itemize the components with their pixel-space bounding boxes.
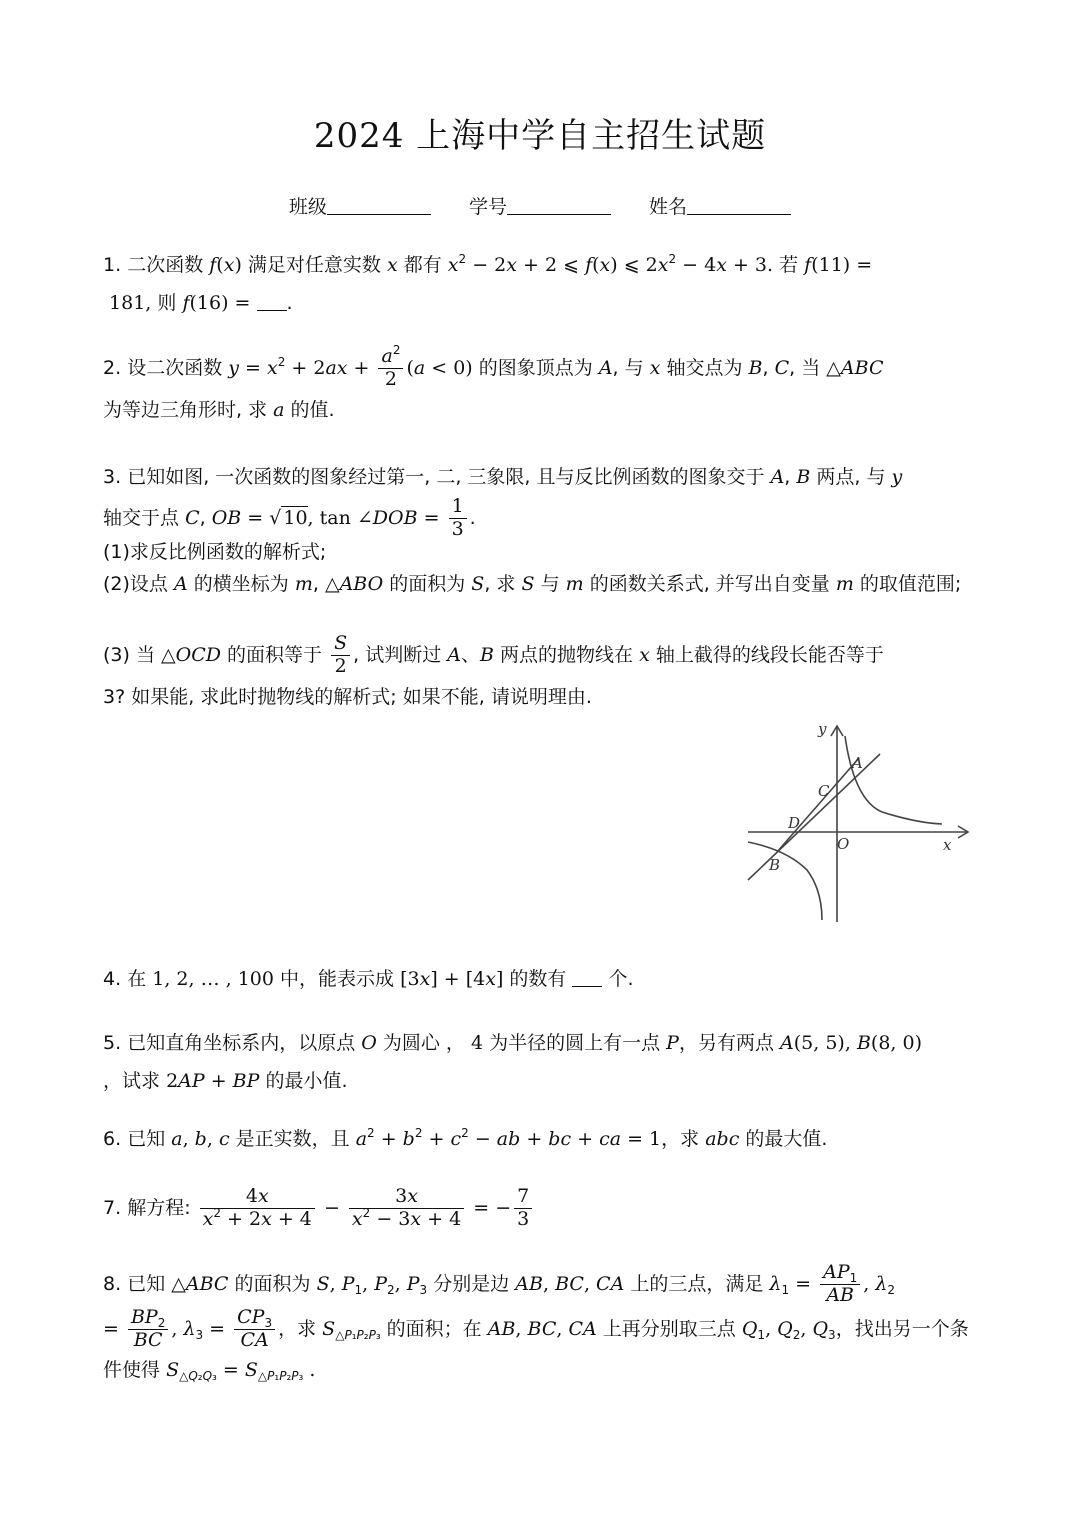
point-b-label: B <box>769 856 781 874</box>
point-a-label: A <box>852 754 863 772</box>
function-graph <box>742 720 974 926</box>
name-field: 姓名 <box>649 192 791 219</box>
point-d-label: D <box>788 814 801 832</box>
point-c-label: C <box>818 782 830 800</box>
y-axis-label: y <box>818 720 827 738</box>
question-3: 3. 已知如图, 一次函数的图象经过第一, 二, 三象限, 且与反比例函数的图象交于 A, B 两点, 与 y 轴交于点 C, OB = √ 10, tan ∠DOB = $\frac{1}{3}$ . <box>103 466 903 540</box>
question-2: 2. 设二次函数 $y = x^2 + 2ax$ + $\frac{a^2}{2}$ (a < 0) 的图象顶点为 A, 与 x 轴交点为 B, C, 当 △ABC 为等边三角形时, 求 a 的值. <box>103 343 884 421</box>
question-3-parts: (1)求反比例函数的解析式; (2)设点 A 的横坐标为 m, △ABO 的面积为 S, 求 S 与 m 的函数关系式, 并写出自变量 m 的取值范围; <box>103 541 962 595</box>
question-5: 5. 已知直角坐标系内，以原点 O 为圆心 ， 4 为半径的圆上有一点 P，另有两点 A(5, 5), B(8, 0) ，试求 2AP + BP 的最小值. <box>103 1032 922 1092</box>
number-blank <box>507 196 611 215</box>
hyperbola-branch-2 <box>748 842 822 920</box>
x-axis-label: x <box>943 836 952 854</box>
question-8: 8. 已知 △ABC 的面积为 S, $P_1$, $P_2$, $P_3$ 分别是边 AB, BC, CA 上的三点，满足 $\lambda_1$ = $\frac{AP_1}{AB}$ , $\lambda_2$ = $\frac{BP_2}{BC}$ , $\lambda_3$ = $\frac{CP_3}{CA}$ ，求 $S_{\triangle P_1P_2P_3}$ 的面积；在 AB, BC, CA 上再分别取三点 $Q_1$, $Q_2$, $Q_3$，找出另一个条件使得 $S_{\triangle Q_2Q_3} = S_{\triangle P_1P_2P_3}$ . <box>103 1261 969 1384</box>
question-4: 4. 在 1, 2, … , 100 中，能表示成 [3x] + [4x] 的数有 个. <box>103 968 634 990</box>
origin-label: O <box>837 835 850 853</box>
question-7: 7. 解方程: $\frac{4x}{x^2 + 2x + 4}$ − $\frac{3x}{x^2 - 3x + 4}$ = − $\frac{7}{3}$ <box>103 1186 983 1231</box>
question-6: 6. 已知 a, b, c 是正实数，且 $a^2 + b^2 + c^2$ − ab + bc + ca = 1，求 abc 的最大值. <box>103 1126 828 1150</box>
page-title: 2024 上海中学自主招生试题 <box>313 116 767 156</box>
class-blank <box>327 196 431 215</box>
question-3-part-3: (3) 当 △OCD 的面积等于 $\frac{S}{2}$ , 试判断过 A、B 两点的抛物线在 x 轴上截得的线段长能否等于 <box>103 632 884 677</box>
question-3-part-3-end: 3? 如果能, 求此时抛物线的解析式; 如果不能, 请说明理由. <box>103 686 592 708</box>
answer-blank <box>257 294 287 311</box>
hyperbola-branch-1 <box>845 736 942 824</box>
student-number-field: 学号 <box>469 192 611 219</box>
question-1: 1. 二次函数 f(x) 满足对任意实数 x 都有 $x^2 - 2x + 2$ ⩽ f(x) ⩽ $2x^2 - 4x + 3$. 若 f(11) = 181, 则 f(16) = . <box>103 252 873 314</box>
student-info-row <box>0 192 1080 219</box>
answer-blank <box>572 970 602 987</box>
class-field: 班级 <box>289 192 431 219</box>
name-blank <box>687 196 791 215</box>
linear-function-line <box>748 754 880 880</box>
